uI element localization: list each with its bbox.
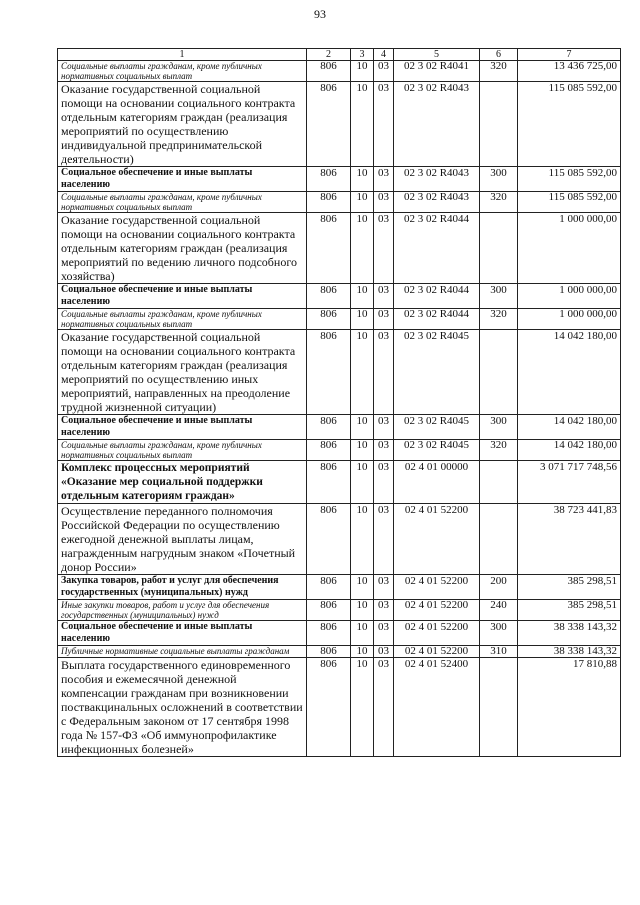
row-ministry-code: 806: [307, 440, 351, 461]
row-name: Социальное обеспечение и иные выплаты населению: [58, 284, 307, 309]
row-section-code: 10: [351, 658, 374, 757]
row-subsection-code: 03: [374, 600, 394, 621]
row-section-code: 10: [351, 192, 374, 213]
row-ministry-code: 806: [307, 504, 351, 575]
table-row: [58, 461, 621, 504]
row-ministry-code: 806: [307, 213, 351, 284]
row-name: Выплата государственного единовременного пособия и ежемесячной денежной компенсации гражданам при возникновении поствакцинальных осложнений в соответствии с Федеральным законом от 17 сентября 1998 года № 157-ФЗ «Об иммунопрофилактике инфекционных болезней»: [58, 658, 307, 757]
table-row: [58, 284, 621, 309]
page-number: 93: [314, 7, 326, 21]
table-row: [58, 61, 621, 82]
row-amount: 115 085 592,00: [518, 82, 621, 167]
table-row: [58, 415, 621, 440]
row-name: Оказание государственной социальной помощи на основании социального контракта отдельным категориям граждан (реализация мероприятий по ведению личного подсобного хозяйства): [58, 213, 307, 284]
row-subsection-code: 03: [374, 646, 394, 658]
row-target-article: 02 3 02 R4041: [394, 61, 480, 82]
row-name: Комплекс процессных мероприятий «Оказание мер социальной поддержки отдельным категориям граждан»: [58, 461, 307, 504]
row-target-article: 02 3 02 R4045: [394, 330, 480, 415]
column-header: 6: [480, 49, 518, 61]
row-expense-type: [480, 330, 518, 415]
row-name: Иные закупки товаров, работ и услуг для обеспечения государственных (муниципальных) нужд: [58, 600, 307, 621]
table-row: [58, 82, 621, 167]
row-amount: 1 000 000,00: [518, 309, 621, 330]
row-subsection-code: 03: [374, 658, 394, 757]
row-amount: 14 042 180,00: [518, 330, 621, 415]
row-name: Социальное обеспечение и иные выплаты населению: [58, 621, 307, 646]
row-name: Социальное обеспечение и иные выплаты населению: [58, 415, 307, 440]
row-target-article: 02 3 02 R4045: [394, 415, 480, 440]
row-subsection-code: 03: [374, 415, 394, 440]
row-amount: 115 085 592,00: [518, 192, 621, 213]
row-amount: 13 436 725,00: [518, 61, 621, 82]
row-section-code: 10: [351, 600, 374, 621]
row-expense-type: 300: [480, 284, 518, 309]
row-amount: 115 085 592,00: [518, 167, 621, 192]
row-expense-type: 320: [480, 61, 518, 82]
row-amount: 14 042 180,00: [518, 415, 621, 440]
row-name: Социальное обеспечение и иные выплаты населению: [58, 167, 307, 192]
table-row: [58, 600, 621, 621]
budget-table: [57, 48, 621, 757]
row-ministry-code: 806: [307, 646, 351, 658]
row-expense-type: 300: [480, 415, 518, 440]
row-name: Закупка товаров, работ и услуг для обеспечения государственных (муниципальных) нужд: [58, 575, 307, 600]
column-header: 2: [307, 49, 351, 61]
row-expense-type: 240: [480, 600, 518, 621]
row-expense-type: [480, 658, 518, 757]
row-section-code: 10: [351, 61, 374, 82]
table-row: [58, 167, 621, 192]
row-name: Публичные нормативные социальные выплаты гражданам: [58, 646, 307, 658]
header-row: [58, 49, 621, 61]
row-amount: 38 723 441,83: [518, 504, 621, 575]
table-row: [58, 309, 621, 330]
row-target-article: 02 4 01 52400: [394, 658, 480, 757]
table-row: [58, 192, 621, 213]
row-ministry-code: 806: [307, 461, 351, 504]
row-target-article: 02 3 02 R4043: [394, 82, 480, 167]
row-expense-type: 300: [480, 167, 518, 192]
row-expense-type: 320: [480, 440, 518, 461]
row-target-article: 02 4 01 00000: [394, 461, 480, 504]
table-row: [58, 440, 621, 461]
row-expense-type: 310: [480, 646, 518, 658]
table-row: [58, 330, 621, 415]
row-name: Социальные выплаты гражданам, кроме публичных нормативных социальных выплат: [58, 309, 307, 330]
row-ministry-code: 806: [307, 415, 351, 440]
row-amount: 385 298,51: [518, 600, 621, 621]
row-name: Оказание государственной социальной помощи на основании социального контракта отдельным категориям граждан (реализация мероприятий по осуществлению иных мероприятий, направленных на преодоление трудной жизненной ситуации): [58, 330, 307, 415]
row-ministry-code: 806: [307, 575, 351, 600]
row-expense-type: 300: [480, 621, 518, 646]
row-section-code: 10: [351, 309, 374, 330]
row-subsection-code: 03: [374, 284, 394, 309]
row-expense-type: 320: [480, 192, 518, 213]
column-header: 3: [351, 49, 374, 61]
row-expense-type: [480, 213, 518, 284]
row-subsection-code: 03: [374, 167, 394, 192]
row-expense-type: 200: [480, 575, 518, 600]
row-expense-type: [480, 461, 518, 504]
row-section-code: 10: [351, 284, 374, 309]
row-section-code: 10: [351, 621, 374, 646]
row-section-code: 10: [351, 461, 374, 504]
column-header: 1: [58, 49, 307, 61]
row-ministry-code: 806: [307, 192, 351, 213]
row-section-code: 10: [351, 330, 374, 415]
table-row: [58, 213, 621, 284]
row-expense-type: [480, 82, 518, 167]
table-row: [58, 646, 621, 658]
row-name: Социальные выплаты гражданам, кроме публичных нормативных социальных выплат: [58, 440, 307, 461]
row-subsection-code: 03: [374, 309, 394, 330]
row-name: Осуществление переданного полномочия Российской Федерации по осуществлению ежегодной денежной выплаты лицам, награжденным нагрудным знаком «Почетный донор России»: [58, 504, 307, 575]
row-ministry-code: 806: [307, 61, 351, 82]
row-amount: 17 810,88: [518, 658, 621, 757]
column-header: 7: [518, 49, 621, 61]
row-ministry-code: 806: [307, 167, 351, 192]
table-row: [58, 658, 621, 757]
row-name: Социальные выплаты гражданам, кроме публичных нормативных социальных выплат: [58, 192, 307, 213]
row-section-code: 10: [351, 213, 374, 284]
row-subsection-code: 03: [374, 213, 394, 284]
row-section-code: 10: [351, 575, 374, 600]
row-subsection-code: 03: [374, 82, 394, 167]
row-target-article: 02 3 02 R4045: [394, 440, 480, 461]
row-ministry-code: 806: [307, 284, 351, 309]
row-target-article: 02 4 01 52200: [394, 600, 480, 621]
row-subsection-code: 03: [374, 575, 394, 600]
row-target-article: 02 4 01 52200: [394, 646, 480, 658]
row-target-article: 02 3 02 R4044: [394, 213, 480, 284]
column-header: 5: [394, 49, 480, 61]
row-amount: 38 338 143,32: [518, 646, 621, 658]
row-ministry-code: 806: [307, 309, 351, 330]
row-subsection-code: 03: [374, 440, 394, 461]
row-section-code: 10: [351, 167, 374, 192]
row-target-article: 02 3 02 R4044: [394, 309, 480, 330]
row-target-article: 02 4 01 52200: [394, 621, 480, 646]
row-subsection-code: 03: [374, 621, 394, 646]
row-ministry-code: 806: [307, 330, 351, 415]
row-subsection-code: 03: [374, 461, 394, 504]
row-amount: 385 298,51: [518, 575, 621, 600]
row-subsection-code: 03: [374, 61, 394, 82]
row-section-code: 10: [351, 646, 374, 658]
table-row: [58, 621, 621, 646]
row-ministry-code: 806: [307, 621, 351, 646]
row-section-code: 10: [351, 82, 374, 167]
column-header: 4: [374, 49, 394, 61]
row-section-code: 10: [351, 440, 374, 461]
row-amount: 3 071 717 748,56: [518, 461, 621, 504]
row-subsection-code: 03: [374, 330, 394, 415]
row-target-article: 02 4 01 52200: [394, 504, 480, 575]
row-ministry-code: 806: [307, 82, 351, 167]
row-ministry-code: 806: [307, 658, 351, 757]
row-section-code: 10: [351, 504, 374, 575]
row-name: Социальные выплаты гражданам, кроме публичных нормативных социальных выплат: [58, 61, 307, 82]
row-expense-type: [480, 504, 518, 575]
row-expense-type: 320: [480, 309, 518, 330]
row-target-article: 02 3 02 R4043: [394, 167, 480, 192]
row-amount: 1 000 000,00: [518, 213, 621, 284]
row-ministry-code: 806: [307, 600, 351, 621]
row-amount: 1 000 000,00: [518, 284, 621, 309]
table-row: [58, 575, 621, 600]
row-target-article: 02 3 02 R4044: [394, 284, 480, 309]
row-name: Оказание государственной социальной помощи на основании социального контракта отдельным категориям граждан (реализация мероприятий по осуществлению индивидуальной предпринимательской деятельности): [58, 82, 307, 167]
row-amount: 38 338 143,32: [518, 621, 621, 646]
row-target-article: 02 3 02 R4043: [394, 192, 480, 213]
row-subsection-code: 03: [374, 504, 394, 575]
row-amount: 14 042 180,00: [518, 440, 621, 461]
row-subsection-code: 03: [374, 192, 394, 213]
row-target-article: 02 4 01 52200: [394, 575, 480, 600]
row-section-code: 10: [351, 415, 374, 440]
table-row: [58, 504, 621, 575]
